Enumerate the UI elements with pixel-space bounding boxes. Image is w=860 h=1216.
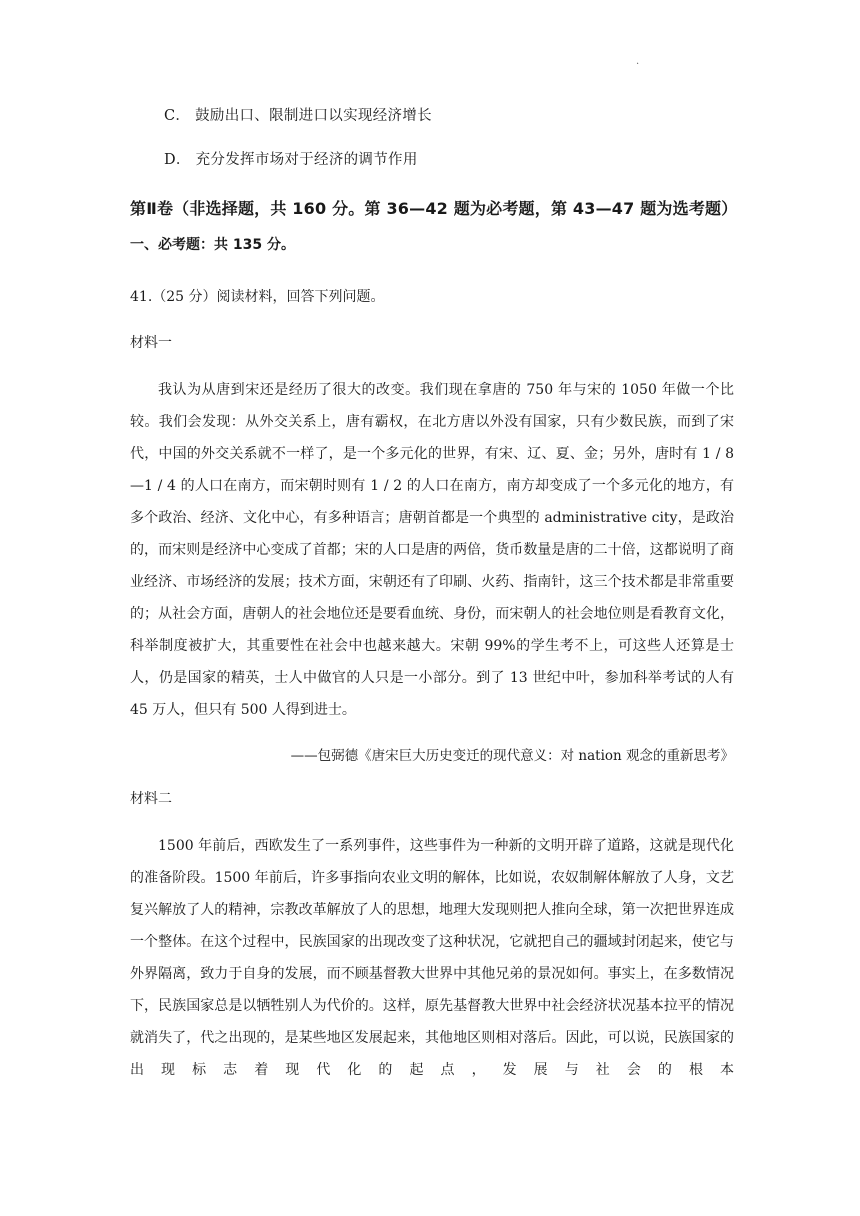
material-1-source: ——包弼德《唐宋巨大历史变迁的现代意义：对 nation 观念的重新思考》 xyxy=(290,748,734,764)
material-1-text: 我认为从唐到宋还是经历了很大的改变。我们现在拿唐的 750 年与宋的 1050 年做一个比较。我们会发现：从外交关系上，唐有霸权，在北方唐以外没有国家，只有少数民族，而到了宋代，中国的外交关系就不一样了，是一个多元化的世界，有宋、辽、夏、金；另外，唐时有 1 / 8—1 / 4 的人口在南方，而宋朝时则有 1 / 2 的人口在南方，南方却变成了一个多元化的地方，有多个政治、经济、文化中心，有多种语言；唐朝首都是一个典型的 administrative city，是政治的，而宋则是经济中心变成了首都；宋的人口是唐的两倍，货币数量是唐的二十倍，这都说明了商业经济、市场经济的发展；技术方面，宋朝还有了印刷、火药、指南针，这三个技术都是非常重要的；从社会方面，唐朝人的社会地位还是要看血统、身份，而宋朝人的社会地位则是看教育文化，科举制度被扩大，其重要性在社会中也越来越大。宋朝 99%的学生考不上，可这些人还算是士人，仍是国家的精英，士人中做官的人只是一小部分。到了 13 世纪中叶，参加科举考试的人有 45 万人，但只有 500 人得到进士。 xyxy=(130,382,734,718)
material-1-label: 材料一 xyxy=(130,335,172,351)
page-mark: . xyxy=(636,56,640,67)
material-2-text: 1500 年前后，西欧发生了一系列事件，这些事件为一种新的文明开辟了道路，这就是现代化的准备阶段。1500 年前后，许多事指向农业文明的解体，比如说，农奴制解体解放了人身，文艺复兴解放了人的精神，宗教改革解放了人的思想，地理大发现则把人推向全球，第一次把世界连成一个整体。在这个过程中，民族国家的出现改变了这种状况，它就把自己的疆域封闭起来，使它与外界隔离，致力于自身的发展，而不顾基督教大世界中其他兄弟的景况如何。事实上，在多数情况下，民族国家总是以牺牲别人为代价的。这样，原先基督教大世界中社会经济状况基本拉平的情况就消失了，代之出现的，是某些地区发展起来，其他地区则相对落后。因此，可以说，民族国家的出现标志着现代化的起点，发展与社会的根本 xyxy=(130,838,734,1078)
section-subtitle: 一、必考题：共 135 分。 xyxy=(130,237,295,253)
section-title: 第Ⅱ卷（非选择题，共 160 分。第 36—42 题为必考题，第 43—47 题为选考题） xyxy=(130,199,738,218)
question-41: 41.（25 分）阅读材料，回答下列问题。 xyxy=(130,289,385,305)
option-d: D． 充分发挥市场对于经济的调节作用 xyxy=(164,152,418,168)
material-2-label: 材料二 xyxy=(130,791,172,807)
option-c: C． 鼓励出口、限制进口以实现经济增长 xyxy=(164,108,432,124)
